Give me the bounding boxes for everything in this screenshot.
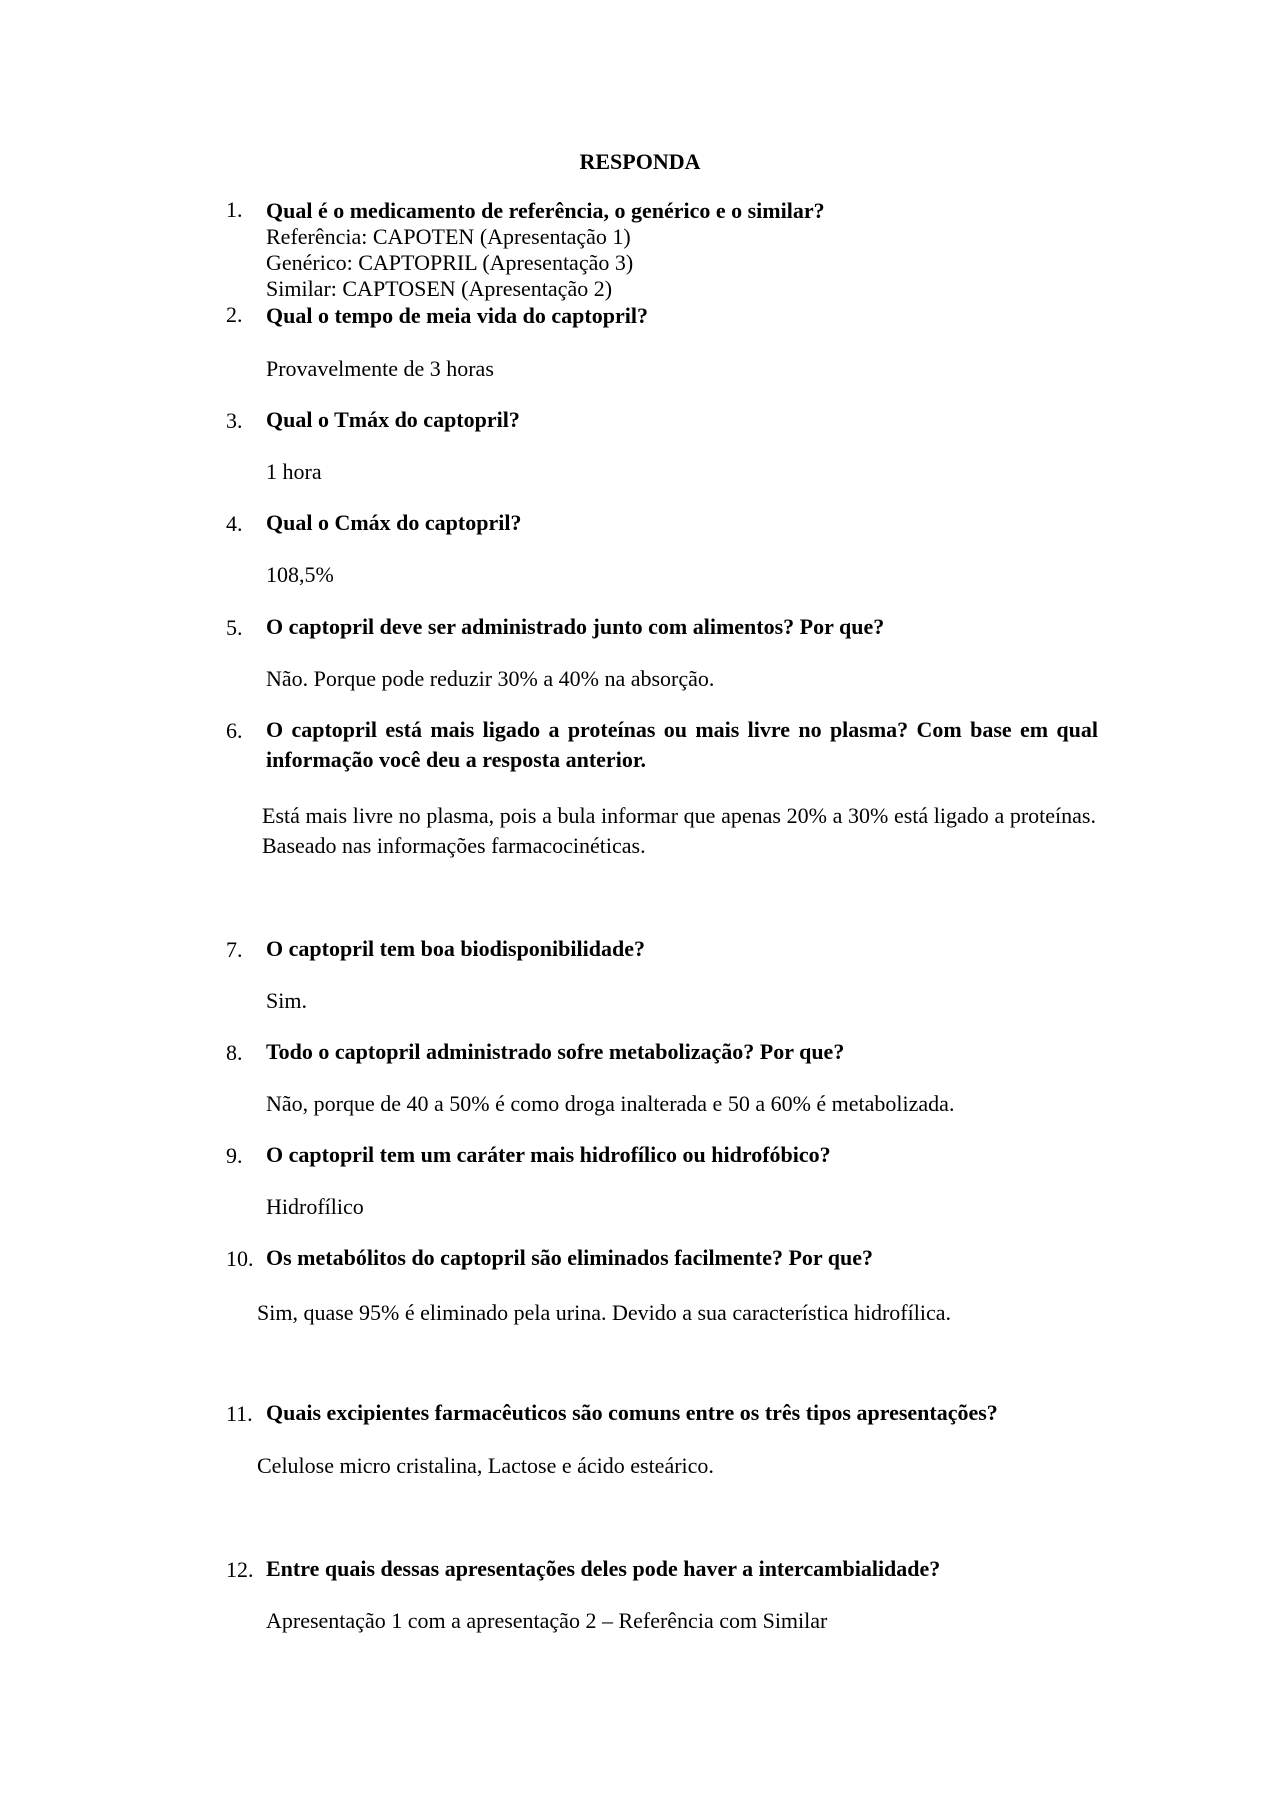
question-number: 10. — [226, 1246, 254, 1271]
answer-text: Provavelmente de 3 horas — [266, 356, 494, 381]
question-text: Qual é o medicamento de referência, o genérico e o similar? — [266, 198, 825, 223]
question-text: Os metabólitos do captopril são eliminados facilmente? Por que? — [266, 1245, 874, 1270]
question-text: O captopril deve ser administrado junto com alimentos? Por que? — [266, 614, 885, 639]
question-text: Qual o tempo de meia vida do captopril? — [266, 303, 648, 328]
question-text: Todo o captopril administrado sofre metabolização? Por que? — [266, 1039, 845, 1064]
question-number: 2. — [226, 302, 243, 327]
answer-line: Referência: CAPOTEN (Apresentação 1) — [266, 224, 631, 249]
answer-text: Sim, quase 95% é eliminado pela urina. Devido a sua característica hidrofílica. — [257, 1300, 951, 1325]
question-text: Qual o Cmáx do captopril? — [266, 510, 522, 535]
answer-text: Está mais livre no plasma, pois a bula informar que apenas 20% a 30% está ligado a proteínas. Baseado nas informações farmacocinéticas. — [262, 803, 1096, 858]
question-text: O captopril tem um caráter mais hidrofílico ou hidrofóbico? — [266, 1142, 831, 1167]
question-number: 11. — [226, 1401, 253, 1426]
question-number: 7. — [226, 937, 243, 962]
question-text: Qual o Tmáx do captopril? — [266, 407, 520, 432]
question-number: 5. — [226, 615, 243, 640]
answer-text: Hidrofílico — [266, 1194, 364, 1219]
page-title: RESPONDA — [579, 149, 701, 174]
question-number: 3. — [226, 408, 243, 433]
answer-text: Não. Porque pode reduzir 30% a 40% na absorção. — [266, 666, 715, 691]
answer-text: Sim. — [266, 988, 307, 1013]
answer-text: Apresentação 1 com a apresentação 2 – Referência com Similar — [266, 1608, 828, 1633]
question-text: Entre quais dessas apresentações deles pode haver a intercambialidade? — [266, 1556, 941, 1581]
answer-line: Genérico: CAPTOPRIL (Apresentação 3) — [266, 250, 634, 275]
question-text: Quais excipientes farmacêuticos são comuns entre os três tipos apresentações? — [266, 1400, 998, 1425]
question-number: 8. — [226, 1040, 243, 1065]
question-number: 12. — [226, 1557, 254, 1582]
question-number: 1. — [226, 197, 243, 222]
answer-text: 1 hora — [266, 459, 322, 484]
question-text: O captopril tem boa biodisponibilidade? — [266, 936, 645, 961]
question-number: 9. — [226, 1143, 243, 1168]
question-number: 6. — [226, 718, 243, 743]
answer-text: Celulose micro cristalina, Lactose e ácido esteárico. — [257, 1453, 714, 1478]
question-number: 4. — [226, 511, 243, 536]
answer-text: 108,5% — [266, 562, 334, 587]
answer-line: Similar: CAPTOSEN (Apresentação 2) — [266, 276, 613, 301]
answer-text: Não, porque de 40 a 50% é como droga inalterada e 50 a 60% é metabolizada. — [266, 1091, 955, 1116]
question-text: O captopril está mais ligado a proteínas ou mais livre no plasma? Com base em qual informação você deu a resposta anterior. — [266, 717, 1098, 772]
